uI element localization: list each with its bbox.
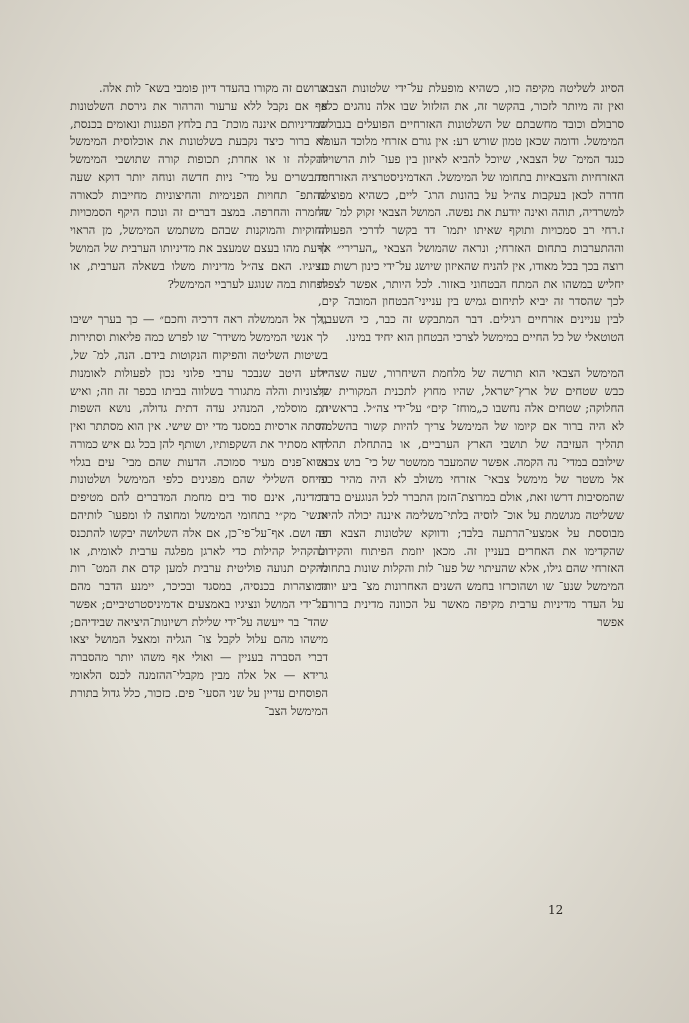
right-text-column bbox=[318, 80, 624, 631]
paragraph-gap bbox=[70, 293, 328, 311]
paragraph: שרושם זה מקורו בהעדר דיון פומבי בשא־ לות אלה. bbox=[99, 81, 328, 95]
paragraph-gap bbox=[318, 347, 624, 365]
left-text-column bbox=[70, 80, 328, 720]
paragraph: „לך אל הממשלה ראה דרכיה וחכם״ — כך בערך ישיבו לך אנשי המימשל משידר־ שו לפרש כמה פליאות וסתירות בשיטות השליטה והפיקוח הנקוטות בידם. הנה, למ־ של, ידוע היטב שנבכר ערבי פלוני נכון לפעולות לאומנות קיצוניות והלה מתגורר בשלווה בביתו בכפר זה וזה; ואיש דת מוסלמי, המנהיג עדה דתית גדולה, נושא השפות הסתה ארסיות במסגד מדי יום שישי. אין הוא מסתתר ואין הוא מסתיר את השקפותיו, ושותף להן בכל גם איש כמורה נשוא־פנים מעיר סמוכה. הדעות שהם מבי־ עים בגלוי והיחס השלילי שהם מפגינים כלפי המימשל ושלטונות המדינה, אינם סוד בים מחמת המדברים להם מטיפים אנשי־ מק״י בתחומי המימשל ומחוצה לו ומפעו־ לותיהם פה ושם. אף־על־פי־כן, אם אלה השלושה יבקשו להתכנס ולהקהיל קהילות כדי לארגן מפלגה ערבית לאומית, או להקים תנועה פוליטית ערבית למען קדם את המט־ רות המוצהרות בכנסיה, במסגד ובכיכר, יימנע הדבר מהם על־ידי המושל ונציגיו באמצעים אדמיניסטרטיביים; אפשר שהד־ בר ייעשה על־ידי שלילת רשיונות־היציאה שבידיהם; מישהו מהם עלול לקבל צו־ הגליה ומאצל המושל יצאו דברי הסברה בעניין — ואולי אף משהו יותר מהסברה גרידא — אל אלה מבין מקבלי־ההזמנה לכנס הלאומי הפוסחים עדיין על שני הסעי־ פים. כזכור, כלל גדול בתורת המימשל הצב־ bbox=[70, 312, 328, 718]
paragraph: המימשל הצבאי הוא תורשה של מלחמת השיחרור, שעה שצה״ל כבש שטחים של ארץ־ישראל, שהיו מחוץ לתכנית המקורית של החלוקה; שטחים אלה נחשבו כ„מוחז־ קים״ על־ידי צה״ל. בראשית, לא היה ברור אם קיומו של המימשל צריך להיות קשור בהשלמת תהליך העזיבה של תושבי הארץ הערביים, או בהתחלת תהליך שילובם במדי־ נה הקמה. אפשר שהמעבר ממשטר של כי־ בוש צבאי אל משטר של מימשל צבאי־ אזרחי משולב לא היה מהיר כפי שהמסיבות דרשו זאת, אולם במרוצת־הזמן התברר לכל הנוגעים בדבר ששליטה מגושמת על אוכ־ לוסיה בלתי־משלימה איננה יכולה להיות מבוססת על אמצעי־הרתעה בלבד; ודווקא שלטונות הצבא הם שהקדימו את האחרים בעניין זה. מכאן יוזמת הפיתוח והקידום האזרחי שהם גילו, אלא שהעיתוי של פעו־ לות והקלות שונות בתחומי המימשל שנע־ שו ושהוכרזו בחמש השנים האחרונות מצ־ ביע יותר על העדר מדיניות ערבית מקיפה מאשר על הכוונה מדינית ברורה. אפשר bbox=[318, 365, 624, 629]
page-number: 12 bbox=[548, 903, 564, 917]
paragraph: אף אם נקבל ללא ערעור והרהור את גירסת השלטונות שמדיניותם איננה מוכת־ בת בלחץ הפגנות ונאומים בכנסת, לא ברור כיצד נקבעת בשלטונות את אוכלוסית המימשל להקלה זו או אחרת; תכופות קורה שתושבי המימשל מתבשרים על מדי־ ניות חדשה ונוחה יותר דוקא שעה שהתפ־ תחויות הפנימיות והחיצוניות מחייבות לכאורה החמרה והחרפה. במצב דברים זה ונוכח היקף הסמכויות החוקיות והמוקנות שבהם משתמש המימשל, מן הראוי לדעת מהו בעצם שמעצב את מדיניותו הערבית של המושל ונציגיו. האם צה״ל מדיניות משלו בשאלה הערבית, או לפחות במה שנוגע לערביי המימשל? bbox=[70, 98, 328, 291]
paragraph: הסיוג לשליטה מקיפה כזו, כשהיא מופעלת על־ידי שלטונות הצבא. ואין זה מיותר לזכור, בהקשר זה, את הזלזול שבו אלה נוהגים כלפי סרבולם וכובד מחשבתם של השלטונות האזרחיים הפועלים בגבולות המימשל. ודומה שכאן טמון שורש רע: אין גורם אזרחי מלוכד העומד כנגד המימ־ של הצבאי, שיוכל להביא לאיזון בין פעו־ לות הרשויות האזרחיות והצבאיות בתחומו של המימשל. האדמיניסטרציה האזרחית חדרה לכאן בעקבות צה״ל על בהונות הרג־ ליים, כשהיא מפוצלת למשרדיה, תוהה ואינה יודעת את נפשה. המושל הצבאי זקוק למ־ של ז.רחי רב סמכויות ותוקף שאיתו יתמו־ דד בקשר לדרכי הפעולה וההתערבות בתחום האזרחי; ונראה שהמושל הצבאי „הערירי״ אף רוצה בכך בכל מאודו, אין להניח שהאיזון שיושג על־ידי כינון רשות כזו יחליש במשהו את המתח הבטחוני באזור. לכל היותר, אפשר לצפות לכך שהסדר זה יביא לתיחום גמיש בין ענייני־הבטחון המובה־ קים, לבין עניינים אזרחיים רגילים. דבר המתבקש זה כבר, כי השעבוד הטוטאלי של כל החיים במימשל לצרכי הבטחון הוא יחיד במינו. bbox=[318, 81, 624, 344]
